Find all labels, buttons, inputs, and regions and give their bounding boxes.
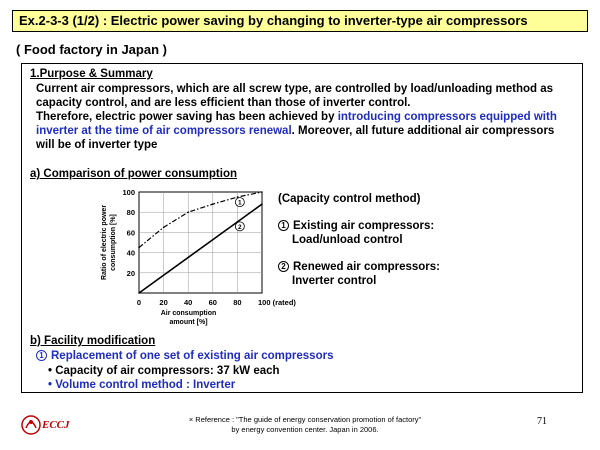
series-point-1 (212, 203, 214, 205)
x-tick-label: 20 (159, 298, 168, 307)
legend-item1-line1: Existing air compressors: (293, 220, 435, 232)
y-tick-label: 80 (126, 208, 135, 218)
series-point-2 (261, 203, 263, 205)
purpose-heading: 1.Purpose & Summary (30, 68, 153, 80)
facility-item (36, 349, 333, 364)
legend-item2-line2: Inverter control (292, 275, 377, 287)
series-line-2 (139, 204, 262, 293)
x-tick-label: 80 (233, 298, 242, 307)
purpose-line-2: capacity control, and are less efficient than those of inverter control. (36, 97, 411, 109)
circle-one-icon: 1 (36, 350, 47, 361)
purpose-line-3b: introducing compressors equipped with (337, 111, 557, 123)
legend-heading: (Capacity control method) (278, 193, 421, 205)
slide-title: Ex.2-3-3 (1/2) : Electric power saving by changing to inverter-type air compressors (12, 10, 588, 32)
series-point-1 (187, 211, 189, 213)
purpose-line-4a: inverter at the time of air compressors renewal (36, 125, 292, 137)
purpose-line-1: Current air compressors, which are all screw type, are controlled by load/unloading method as (36, 83, 554, 95)
purpose-line-5: will be of inverter type (36, 139, 158, 151)
chart-legend (278, 192, 440, 288)
legend-item-renewed (278, 260, 440, 288)
eccj-logo-text: ECCJ (42, 419, 70, 431)
facility-body (36, 349, 333, 393)
x-tick-label: 100 (rated) (258, 298, 296, 307)
slide-subtitle: ( Food factory in Japan ) (16, 42, 167, 57)
y-tick-label: 20 (126, 268, 135, 278)
purpose-line-3 (36, 110, 576, 124)
series-point-2 (138, 292, 140, 294)
page-number: 71 (537, 416, 547, 427)
x-tick-label: 0 (136, 298, 142, 307)
facility-item-text: Replacement of one set of existing air compressors (51, 350, 334, 362)
series-marker-label-2: 2 (238, 223, 242, 231)
y-tick-label: 60 (126, 228, 135, 238)
power-consumption-chart (82, 186, 296, 334)
reference-line-1: × Reference : "The guide of energy conservation promotion of factory" (188, 415, 422, 424)
legend-item1-line2: Load/unload control (292, 234, 403, 246)
series-point-1 (163, 227, 165, 229)
purpose-line-4b: . Moreover, all future additional air compressors (291, 125, 555, 137)
reference-note (170, 415, 440, 435)
reference-line-2: by energy convention center. Japan in 2006. (231, 425, 379, 434)
x-tick-label: 40 (184, 298, 193, 307)
legend-item2-line1: Renewed air compressors: (293, 261, 441, 273)
purpose-line-4 (36, 124, 576, 138)
comparison-heading: a) Comparison of power consumption (30, 168, 238, 180)
legend-item-existing (278, 219, 440, 247)
x-axis-label: Air consumption amount [%] (160, 310, 217, 326)
circle-two-icon: 2 (278, 261, 289, 272)
content-box (21, 63, 583, 393)
facility-bullet-method: • Volume control method : Inverter (48, 379, 236, 391)
facility-bullet-capacity: • Capacity of air compressors: 37 kW each (48, 364, 280, 377)
y-axis-label: Ratio of electric power consumption [%] (101, 204, 117, 281)
circle-one-icon: 1 (278, 220, 289, 231)
purpose-body (36, 82, 576, 152)
y-tick-label: 100 (122, 188, 135, 197)
plot-frame (139, 192, 262, 293)
y-tick-label: 40 (126, 248, 135, 258)
series-point-1 (138, 247, 140, 249)
series-marker-label-1: 1 (238, 199, 242, 207)
facility-heading: b) Facility modification (30, 335, 156, 347)
purpose-line-3a: Therefore, electric power saving has been achieved by (36, 111, 338, 123)
x-tick-label: 60 (208, 298, 217, 307)
series-point-1 (261, 191, 263, 193)
